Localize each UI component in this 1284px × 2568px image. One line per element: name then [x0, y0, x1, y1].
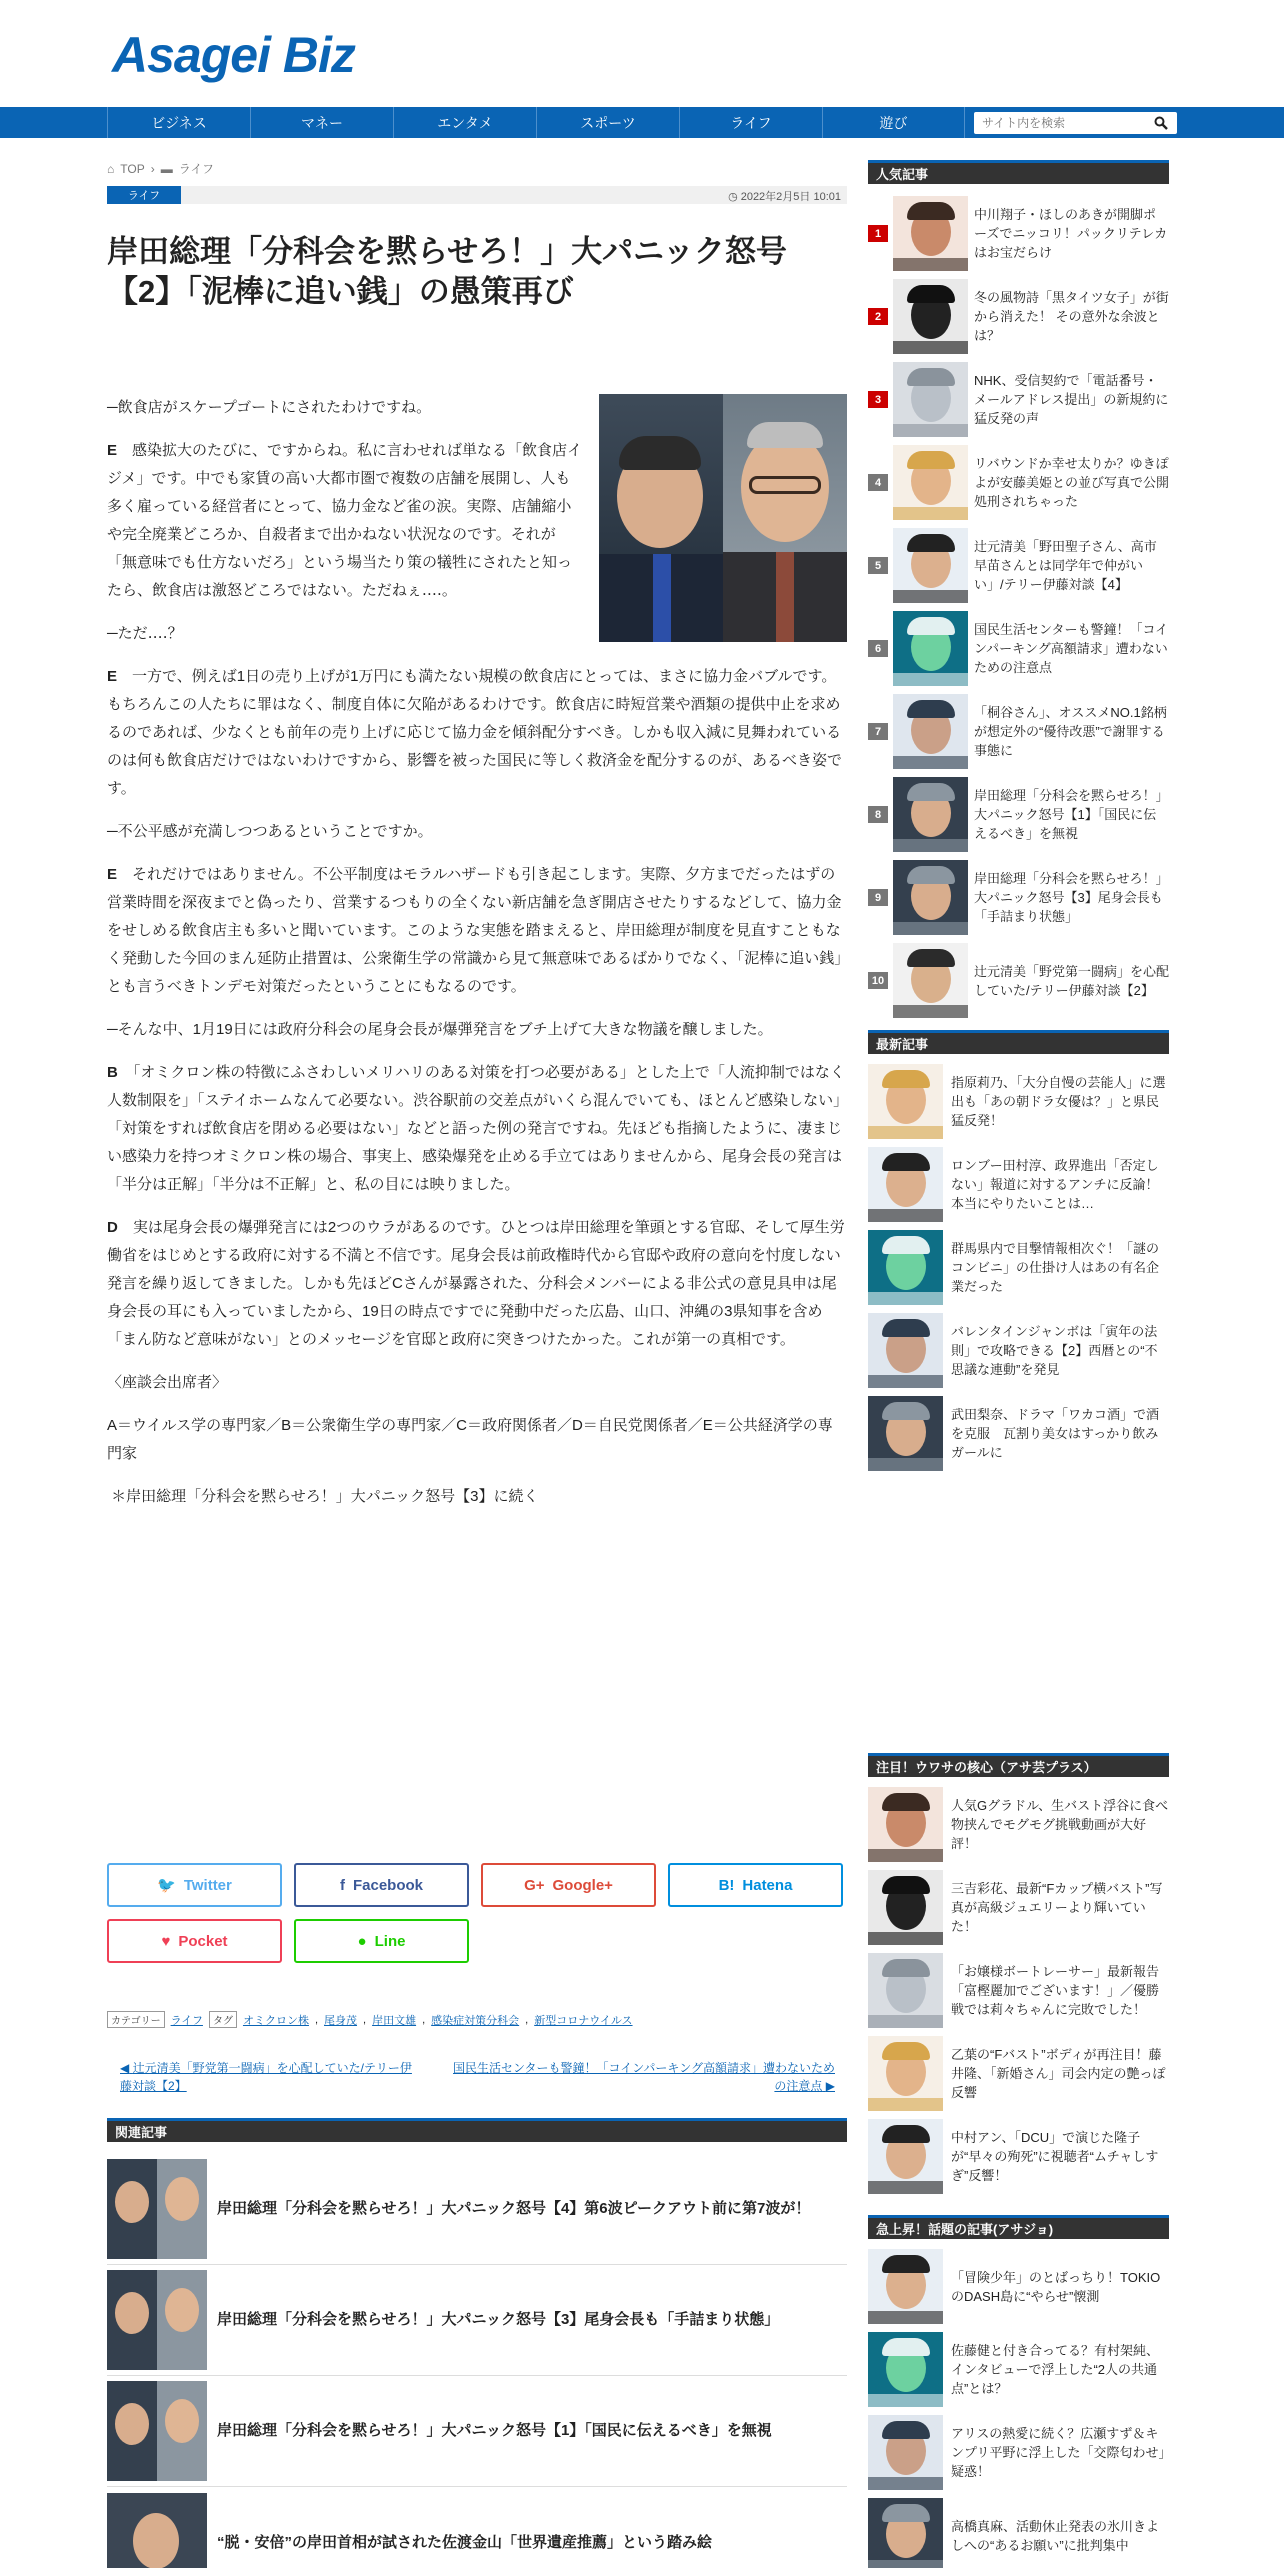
article-thumbnail	[868, 1396, 943, 1471]
post-date-text: 2022年2月5日 10:01	[740, 191, 841, 203]
ranking-title: 辻元清美「野田聖子さん、高市早苗さんとは同学年で仲がいい」/テリー伊藤対談【4】	[974, 539, 1157, 592]
search-button[interactable]	[1150, 112, 1172, 134]
sidebar-article[interactable]	[868, 1143, 1169, 1226]
next-article-title: 国民生活センターも警鐘！「コインパーキング高額請求」遭わないための注意点	[453, 2061, 835, 2093]
paragraph-text: ＊岸田総理「分科会を黙らせろ！」大パニック怒号【3】に続く	[111, 1488, 539, 1505]
ranking-title: 冬の風物詩「黒タイツ女子」が街から消えた！ その意外な余波とは？	[974, 290, 1169, 343]
article-title: 岸田総理「分科会を黙らせろ！」大パニック怒号【2】「泥棒に追い銭」の愚策再び	[107, 234, 787, 309]
related-title: “脱・安倍”の岸田首相が試された佐渡金山「世界遺産推薦」という踏み絵	[217, 2533, 713, 2551]
ranking-heading: 人気記事	[868, 160, 1169, 184]
ranking-item[interactable]	[868, 773, 1169, 856]
article-paragraph	[107, 818, 847, 846]
nav-item-asobi[interactable]: 遊び	[822, 107, 965, 138]
search-icon	[1154, 116, 1168, 130]
home-icon: ⌂	[107, 161, 115, 176]
article-paragraph	[107, 1412, 847, 1468]
sidebar-article-title: 「冒険少年」のとばっちり！TOKIOのDASH島に“やらせ”懐測	[951, 2269, 1161, 2304]
arrow-right-icon: ▶	[825, 2079, 835, 2093]
tag-link[interactable]: 感染症対策分科会	[431, 2014, 520, 2027]
sidebar-article-title: 「お嬢様ボートレーサー」最新報告「富樫麗加でございます！」／優勝戦では莉々ちゃんに完敗でした！	[951, 1964, 1160, 2017]
line-icon: ●	[357, 1932, 367, 1950]
article-thumbnail	[893, 445, 968, 520]
article-thumbnail	[868, 2119, 943, 2194]
article-paragraph	[107, 861, 847, 1001]
sidebar-article[interactable]	[868, 2115, 1169, 2198]
article-thumbnail	[893, 611, 968, 686]
googleplus-icon: G+	[524, 1876, 545, 1894]
sidebar-article[interactable]	[868, 1309, 1169, 1392]
article-body	[107, 394, 847, 1526]
ranking-item[interactable]	[868, 690, 1169, 773]
site-header	[0, 0, 1284, 107]
twitter-share-button[interactable]	[107, 1863, 282, 1907]
paragraph-text: 「オミクロン株の特徴にふさわしいメリハリのある対策を打つ必要がある」とした上で「人流抑制ではなく人数制限を」「ステイホームなんて必要ない。渋谷駅前の交差点がいくら混んでいても、ほとんど感染しない」「対策をすれば飲食店を閉める必要はない」などと語った例の発言ですね。先ほども指摘したように、凄まじい感染力を持つオミクロン株の場合、事実上、感染爆発を止める手立てはありませんから、尾身会長の発言は「半分は正解」「半分は不正解」と、私の目には映りました。	[107, 1064, 845, 1193]
article-thumbnail	[868, 1230, 943, 1305]
pocket-share-button[interactable]	[107, 1919, 282, 1963]
rank-number: 6	[868, 640, 888, 657]
rank-number: 5	[868, 557, 888, 574]
sidebar-latest	[868, 1030, 1169, 1475]
article-thumbnail	[868, 2036, 943, 2111]
facebook-icon: f	[339, 1876, 345, 1894]
article-photo	[599, 394, 847, 642]
rank-number: 4	[868, 474, 888, 491]
line-share-button[interactable]	[294, 1919, 469, 1963]
prev-article-title: 辻元清美「野党第一闘病」を心配していた/テリー伊藤対談【2】	[120, 2061, 412, 2093]
ranking-title: 中川翔子・ほしのあきが開脚ポーズでニッコリ！パックリテレカはお宝だらけ	[974, 207, 1168, 260]
paragraph-text: ─ただ‥‥？	[107, 625, 183, 642]
article-thumbnail	[893, 362, 968, 437]
sidebar-article[interactable]	[868, 2494, 1169, 2568]
article-thumbnail	[868, 2498, 943, 2568]
article-paragraph	[107, 1483, 847, 1511]
share-label: Google+	[552, 1876, 613, 1894]
article-thumbnail	[868, 2249, 943, 2324]
breadcrumb-top[interactable]: TOP	[120, 161, 145, 176]
latest-heading: 最新記事	[868, 1030, 1169, 1054]
speaker-label: D	[107, 1219, 118, 1236]
googleplus-share-button[interactable]	[481, 1863, 656, 1907]
paragraph-text: 感染拡大のたびに、ですからね。私に言わせれば単なる「飲食店イジメ」です。中でも家賃の高い大都市圏で複数の店舗を展開し、人も多く雇っている経営者にとって、協力金など雀の涙。実際、店舗縮小や完全廃業どころか、自殺者まで出かねない状況なのです。それが「無意味でも仕方ないだろ」という場当たり策の犠牲にされたと知ったら、飲食店は激怒どころではない。ただねぇ‥‥。	[107, 442, 583, 599]
nav-item-money[interactable]: マネー	[250, 107, 393, 138]
ranking-title: 岸田総理「分科会を黙らせろ！」大パニック怒号【3】尾身会長も「手詰まり状態」	[974, 871, 1169, 924]
share-label: Pocket	[178, 1932, 228, 1950]
article-thumbnail	[893, 777, 968, 852]
sidebar-article[interactable]	[868, 2032, 1169, 2115]
rank-number: 8	[868, 806, 888, 823]
ranking-title: 岸田総理「分科会を黙らせろ！」大パニック怒号【1】「国民に伝えるべき」を無視	[974, 788, 1169, 841]
sidebar-asajo	[868, 2215, 1169, 2568]
sidebar-article-title: ロンブー田村淳、政界進出「否定しない」報道に対するアンチに反論！本当にやりたいことは…	[951, 1158, 1159, 1211]
arrow-left-icon: ◀	[120, 2061, 130, 2075]
related-title: 岸田総理「分科会を黙らせろ！」大パニック怒号【4】第6波ピークアウト前に第7波が！	[217, 2200, 811, 2217]
sidebar-article-title: 群馬県内で目撃情報相次ぐ！「謎のコンビニ」の仕掛け人はあの有名企業だった	[951, 1241, 1160, 1294]
rank-number: 1	[868, 225, 888, 242]
ranking-item[interactable]	[868, 939, 1169, 1022]
pocket-icon: ♥	[161, 1932, 171, 1950]
speaker-label: B	[107, 1064, 118, 1081]
speaker-label: E	[107, 866, 118, 883]
related-item[interactable]	[107, 2265, 847, 2376]
ranking-title: NHK、受信契約で「電話番号・メールアドレス提出」の新規約に猛反発の声	[974, 373, 1169, 426]
article-thumbnail	[893, 694, 968, 769]
sidebar-asapla	[868, 1753, 1169, 2198]
breadcrumb-life[interactable]: ライフ	[178, 162, 214, 176]
article-thumbnail	[868, 1953, 943, 2028]
sidebar-article[interactable]	[868, 2328, 1169, 2411]
breadcrumb	[107, 160, 214, 177]
paragraph-text: ─不公平感が充満しつつあるということですか。	[107, 823, 433, 840]
post-date	[728, 188, 841, 204]
share-buttons-row-2	[107, 1919, 469, 1963]
paragraph-text: A＝ウイルス学の専門家／B＝公衆衛生学の専門家／C＝政府関係者／D＝自民党関係者／E＝公共経済学の専門家	[107, 1417, 833, 1462]
sidebar-article-title: 乙葉の“Fバスト”ボディが再注目！藤井隆、「新婚さん」司会内定の艶っぽ反響	[951, 2047, 1166, 2100]
hatena-icon: B!	[718, 1876, 735, 1894]
paragraph-text: 実は尾身会長の爆弾発言には2つのウラがあるのです。ひとつは岸田総理を筆頭とする官邸、そして厚生労働省をはじめとする政府に対する不満と不信です。尾身会長は前政権時代から官邸や政府の意向を忖度しない発言を繰り返してきました。しかも先ほどCさんが暴露された、分科会メンバーによる非公式の意見具申は尾身会長の耳にも入っていましたから、19日の時点ですでに発動中だった広島、山口、沖縄の3県知事を含め「まん防など意味がない」とのメッセージを官邸と政府に突きつけたかった。これが第一の真相です。	[107, 1219, 845, 1348]
sidebar-article[interactable]	[868, 1866, 1169, 1949]
article-tags: カテゴリー ライフ タグ オミクロン株 , 尾身茂 , 岸田文雄 , 感染症対策分科会 , 新型コロナウイルス	[107, 2011, 633, 2028]
article-paragraph	[107, 1369, 847, 1397]
sidebar-article-title: 人気Gグラドル、生バスト浮谷に食べ物挟んでモグモグ挑戦動画が大好評！	[951, 1798, 1169, 1851]
article-paragraph	[107, 663, 847, 803]
ranking-item[interactable]	[868, 192, 1169, 275]
article-thumbnail	[868, 1787, 943, 1862]
related-thumbnail	[107, 2381, 207, 2481]
rank-number: 3	[868, 391, 888, 408]
article-paragraph	[107, 1214, 847, 1354]
asajo-heading: 急上昇！話題の記事(アサジョ)	[868, 2215, 1169, 2239]
rank-number: 2	[868, 308, 888, 325]
sidebar-article-title: 武田梨奈、ドラマ「ワカコ酒」で酒を克服 瓦割り美女はすっかり飲みガールに	[951, 1407, 1160, 1460]
related-articles	[107, 2118, 847, 2568]
article-thumbnail	[893, 860, 968, 935]
ranking-item[interactable]	[868, 275, 1169, 358]
tag-link[interactable]: 新型コロナウイルス	[534, 2014, 633, 2027]
related-heading: 関連記事	[107, 2118, 847, 2142]
article-paragraph	[107, 1059, 847, 1199]
related-item[interactable]	[107, 2154, 847, 2265]
article-meta	[107, 186, 847, 204]
tag-link[interactable]: 尾身茂	[324, 2014, 358, 2027]
sidebar-article[interactable]	[868, 1783, 1169, 1866]
article-thumbnail	[868, 1870, 943, 1945]
rank-number: 9	[868, 889, 888, 906]
ranking-title: 辻元清美「野党第一闘病」を心配していた/テリー伊藤対談【2】	[974, 963, 1170, 998]
sidebar-ranking	[868, 160, 1169, 1022]
paragraph-text: ─飲食店がスケープゴートにされたわけですね。	[107, 399, 432, 416]
related-item[interactable]	[107, 2487, 847, 2568]
share-label: Facebook	[352, 1876, 424, 1894]
twitter-icon: 🐦	[157, 1877, 176, 1894]
site-logo[interactable]: Asagei Biz	[112, 27, 355, 83]
prev-article-link[interactable]	[120, 2059, 420, 2095]
sidebar-article[interactable]	[868, 2245, 1169, 2328]
ranking-item[interactable]	[868, 441, 1169, 524]
article-thumbnail	[893, 943, 968, 1018]
category-link[interactable]: ライフ	[170, 2014, 203, 2027]
search-input[interactable]	[974, 113, 1150, 133]
next-article-link[interactable]	[450, 2059, 835, 2095]
share-label: Twitter	[183, 1876, 232, 1894]
nav-item-business[interactable]: ビジネス	[107, 107, 250, 138]
sidebar-article[interactable]	[868, 1226, 1169, 1309]
hatena-share-button[interactable]	[668, 1863, 843, 1907]
chevron-right-icon: ›	[150, 161, 155, 176]
ranking-title: 「桐谷さん」、オススメNO.1銘柄が想定外の“優待改悪”で謝罪する事態に	[974, 705, 1167, 758]
tag-link[interactable]: オミクロン株	[242, 2014, 309, 2027]
nav-item-life[interactable]: ライフ	[679, 107, 822, 138]
paragraph-text: 一方で、例えば1日の売り上げが1万円にも満たない規模の飲食店にとっては、まさに協力金バブルです。もちろんこの人たちに罪はなく、制度自体に欠陥があるわけです。飲食店に時短営業や酒類の提供中止を求めるのであれば、少なくとも前年の売り上げに応じて協力金を傾斜配分すべき。しかも収入減に見舞われているのは何も飲食店だけではないわけですから、影響を被った国民に等しく救済金を配分するのが、あるべき姿です。	[107, 668, 843, 797]
ranking-title: 国民生活センターも警鐘！「コインパーキング高額請求」遭わないための注意点	[974, 622, 1169, 675]
folder-icon: ▬	[160, 161, 173, 176]
rank-number: 7	[868, 723, 888, 740]
paragraph-text: 〈座談会出席者〉	[107, 1374, 228, 1391]
related-thumbnail	[107, 2270, 207, 2370]
clock-icon: ◷	[728, 190, 738, 203]
sidebar-article[interactable]	[868, 1060, 1169, 1143]
sidebar-article-title: 三吉彩花、最新“Fカップ横バスト”写真が高級ジュエリーより輝いていた！	[951, 1881, 1163, 1934]
paragraph-text: それだけではありません。不公平制度はモラルハザードも引き起こします。実際、夕方までだったはずの営業時間を深夜までと偽ったり、営業するつもりの全くない新店舗を急ぎ開店させたりするなどして、協力金をせしめる飲食店主も多いと聞いています。このような実態を踏まえると、岸田総理が制度を見直すこともなく発動した今回のまん延防止措置は、公衆衛生学の常識から見て無意味であるばかりでなく、「泥棒に追い銭」とも言うべきトンデモ対策だったということにもなるのです。	[107, 866, 842, 995]
sidebar-article[interactable]	[868, 1392, 1169, 1475]
speaker-label: E	[107, 442, 118, 459]
sidebar-article-title: 指原莉乃、「大分自慢の芸能人」に選出も「あの朝ドラ女優は？」と県民猛反発！	[951, 1075, 1166, 1128]
related-thumbnail	[107, 2159, 207, 2259]
nav-item-sports[interactable]: スポーツ	[536, 107, 679, 138]
sidebar-article-title: 中村アン、「DCU」で演じた隆子が“早々の殉死”に視聴者“ムチャしすぎ”反響！	[951, 2130, 1159, 2183]
share-label: Line	[374, 1932, 406, 1950]
article-thumbnail	[893, 528, 968, 603]
sidebar-article-title: 佐藤健と付き合ってる？有村架純、インタビューで浮上した“2人の共通点”とは？	[951, 2343, 1160, 2396]
article-thumbnail	[868, 2415, 943, 2490]
speaker-label: E	[107, 668, 118, 685]
share-buttons-row-1	[107, 1863, 843, 1907]
search-box	[974, 112, 1177, 134]
related-title: 岸田総理「分科会を黙らせろ！」大パニック怒号【3】尾身会長も「手詰まり状態」	[217, 2311, 780, 2328]
share-label: Hatena	[742, 1876, 793, 1894]
category-label: カテゴリー	[107, 2011, 165, 2028]
related-title: 岸田総理「分科会を黙らせろ！」大パニック怒号【1】「国民に伝えるべき」を無視	[217, 2422, 772, 2439]
article-thumbnail	[868, 1064, 943, 1139]
article-thumbnail	[868, 1313, 943, 1388]
sidebar-article-title: アリスの熱愛に続く？広瀬すず＆キンプリ平野に浮上した「交際匂わせ」疑惑！	[951, 2426, 1165, 2479]
ranking-item[interactable]	[868, 524, 1169, 607]
global-nav	[0, 107, 1284, 138]
paragraph-text: ─そんな中、1月19日には政府分科会の尾身会長が爆弾発言をブチ上げて大きな物議を醸しました。	[107, 1021, 773, 1038]
article-thumbnail	[893, 279, 968, 354]
rank-number: 10	[868, 972, 888, 989]
asapla-heading: 注目！ウワサの核心（アサ芸プラス）	[868, 1753, 1169, 1777]
ranking-title: リバウンドか幸せ太りか？ゆきぽよが安藤美姫との並び写真で公開処刑されちゃった	[974, 456, 1170, 509]
sidebar-article[interactable]	[868, 1949, 1169, 2032]
article-thumbnail	[868, 1147, 943, 1222]
category-badge[interactable]: ライフ	[107, 186, 181, 204]
sidebar-article[interactable]	[868, 2411, 1169, 2494]
nav-item-entame[interactable]: エンタメ	[393, 107, 536, 138]
sidebar-article-title: 高橋真麻、活動休止発表の氷川きよしへの“あるお願い”に批判集中	[951, 2518, 1160, 2553]
tag-label: タグ	[209, 2011, 237, 2028]
ranking-item[interactable]	[868, 607, 1169, 690]
ranking-item[interactable]	[868, 856, 1169, 939]
article-paragraph	[107, 1016, 847, 1044]
sidebar-article-title: バレンタインジャンボは「寅年の法則」で攻略できる【2】西暦との“不思議な連動”を発見	[951, 1324, 1158, 1377]
related-item[interactable]	[107, 2376, 847, 2487]
ranking-item[interactable]	[868, 358, 1169, 441]
facebook-share-button[interactable]	[294, 1863, 469, 1907]
tag-link[interactable]: 岸田文雄	[372, 2014, 417, 2027]
article-thumbnail	[893, 196, 968, 271]
article-thumbnail	[868, 2332, 943, 2407]
related-thumbnail	[107, 2493, 207, 2568]
